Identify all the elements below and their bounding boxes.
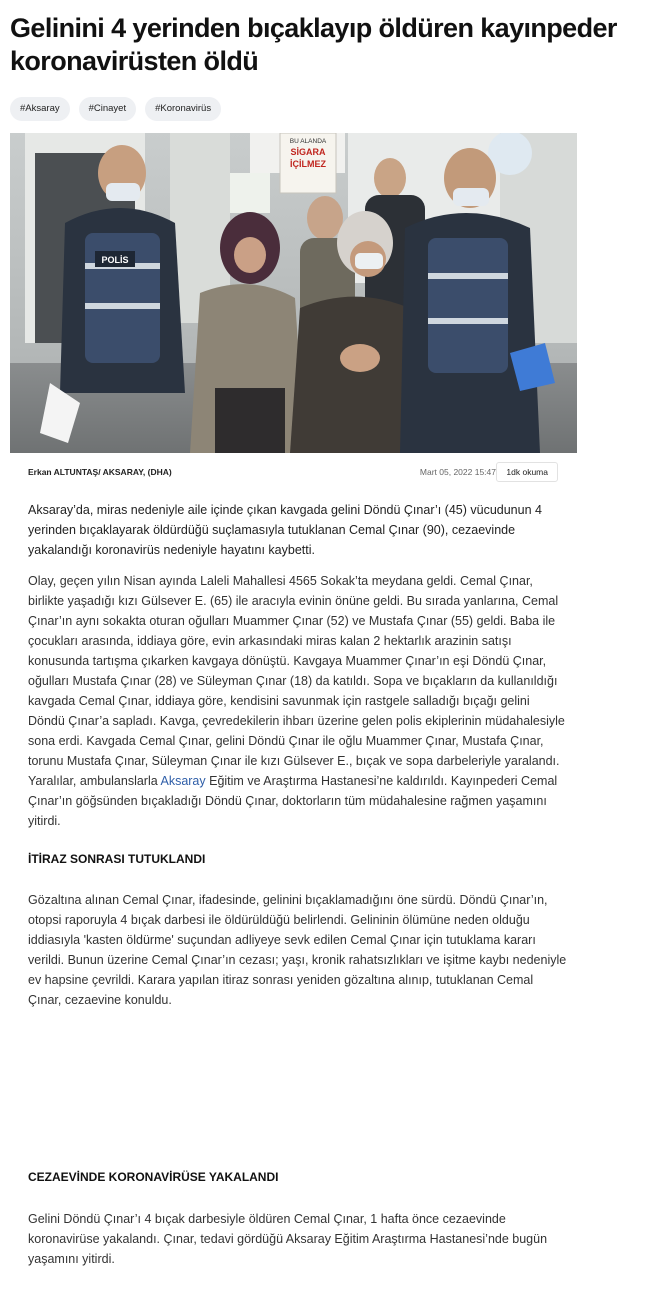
photo-illustration (10, 133, 577, 453)
sign-text-2: SİGARA (290, 147, 326, 157)
read-time-badge: 1dk okuma (496, 462, 558, 482)
article-paragraph-3: Gelini Döndü Çınar’ı 4 bıçak darbesiyle öldüren Cemal Çınar, 1 hafta önce cezaevinde koronavirüse yakalandı. Çınar, tedavi gördüğü Aksaray Eğitim Araştırma Hastanesi’nde bugün yaşamını yitirdi. (28, 1212, 548, 1266)
article-meta (28, 462, 558, 482)
article-lead: Aksaray’da, miras nedeniyle aile içinde çıkan kavgada gelini Döndü Çınar’ı (45) vücudunun 4 yerinden bıçaklayarak öldürdüğü suçlamasıyla tutuklanan Cemal Çınar (90), cezaevinde yakalandığı koronavirüs nedeniyle hayatını kaybetti. (28, 503, 542, 557)
tag-aksaray[interactable]: #Aksaray (10, 97, 70, 121)
article-paragraph-1 (28, 571, 568, 831)
sign-text-1: BU ALANDA (289, 138, 327, 145)
aksaray-link[interactable]: Aksaray (160, 774, 206, 788)
byline: Erkan ALTUNTAŞ/ AKSARAY, (DHA) (28, 467, 172, 477)
tag-cinayet[interactable]: #Cinayet (79, 97, 137, 121)
subheading-itiraz: İTİRAZ SONRASI TUTUKLANDI (28, 852, 206, 866)
subheading-cezaevinde: CEZAEVİNDE KORONAVİRÜSE YAKALANDI (28, 1170, 279, 1184)
sign-text-3: İÇİLMEZ (290, 159, 326, 169)
tag-koronavirus[interactable]: #Koronavirüs (145, 97, 221, 121)
vest-label-left: POLİS (101, 255, 129, 265)
paragraph-1-text-b: Eğitim ve Araştırma Hastanesi’ne kaldırıldı. Kayınpederi Cemal Çınar’ın göğsünden bıçakladığı Döndü Çınar, doktorların tüm müdahalesine rağmen yaşamını yitirdi. (28, 774, 558, 828)
article-paragraph-2: Gözaltına alınan Cemal Çınar, ifadesinde, gelinini bıçaklamadığını öne sürdü. Döndü Çınar’ın, otopsi raporuyla 4 bıçak darbesi ile öldürüldüğü belirlendi. Gelininin ölümüne neden olduğu iddiasıyla 'kasten öldürme' suçundan adliyeye sevk edilen Cemal Çınar için tutuklama kararı verildi. Bunun üzerine Cemal Çınar’ın cezası; yaşı, kronik rahatsızlıkları ve işitme kaybı nedeniyle ev hapsine çevrildi. Karara yapılan itiraz sonrası yeniden gözaltına alınıp, tutuklanan Cemal Çınar, cezaevine konuldu. (28, 893, 567, 1007)
publish-date: Mart 05, 2022 15:47 (419, 467, 496, 477)
article-title: Gelinini 4 yerinden bıçaklayıp öldüren kayınpeder koronavirüsten öldü (10, 13, 617, 76)
paragraph-1-text-a: Olay, geçen yılın Nisan ayında Laleli Mahallesi 4565 Sokak’ta meydana geldi. Cemal Çınar, birlikte yaşadığı kızı Gülsever E. (65) ile aracıyla evinin önüne geldi. Bu sırada yanlarına, Cemal Çınar’ın aynı sokakta oturan oğulları Muammer Çınar (52) ve Mustafa Çınar (55) geldi. Baba ile çocukları arasında, iddiaya göre, evin arkasındaki miras kalan 2 hektarlık arazinin satışı konusunda tartışma çıkarken kavgaya dönüştü. Kavgaya Muammer Çınar’ın eşi Döndü Çınar, oğulları Mustafa Çınar (28) ve Süleyman Çınar (18) da katıldı. Sopa ve bıçakların da kullanıldığı kavgada Cemal Çınar, iddiaya göre, kendisini savunmak için rastgele salladığı bıçağı gelini Döndü Çınar’a sapladı. Kavga, çevredekilerin ihbarı üzerine gelen polis ekiplerinin müdahalesiyle sona erdi. Kavgada Cemal Çınar, gelini Döndü Çınar ile oğlu Muammer Çınar, Mustafa Çınar, torunu Mustafa Çınar, Süleyman Çınar ile kızı Gülsever E., bıçak ve sopa darbeleriyle yaralandı. Yaralılar, ambulanslarla (28, 574, 565, 788)
article-photo (10, 133, 577, 453)
tag-list (10, 97, 221, 121)
